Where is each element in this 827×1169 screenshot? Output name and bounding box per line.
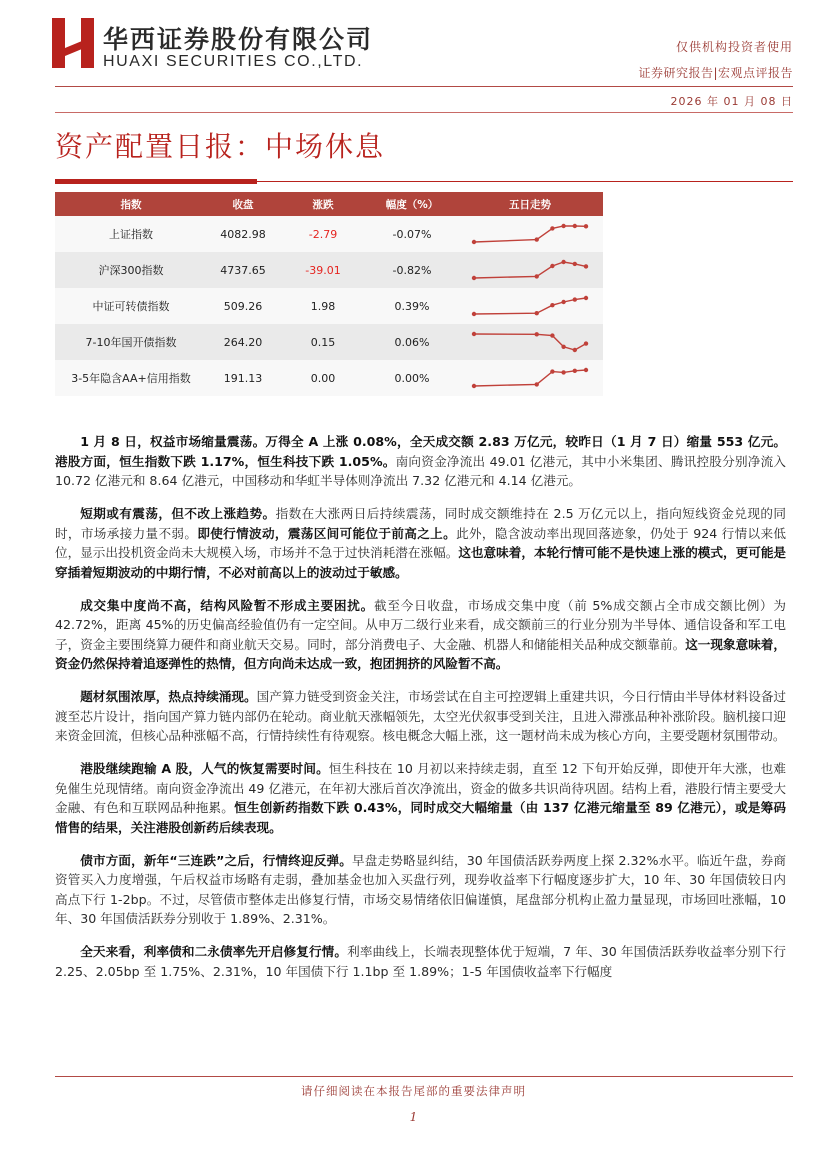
sparkline-point	[550, 333, 554, 337]
sparkline-point	[573, 297, 577, 301]
index-close: 191.13	[207, 360, 279, 396]
sparkline-line	[474, 370, 586, 386]
paragraph	[55, 687, 786, 746]
sparkline-chart	[470, 364, 590, 392]
index-close: 264.20	[207, 324, 279, 360]
company-name-en: HUAXI SECURITIES CO.,LTD.	[103, 53, 364, 70]
paragraph	[55, 596, 786, 674]
date-divider	[55, 112, 793, 113]
sparkline-line	[474, 226, 586, 242]
index-close: 4082.98	[207, 216, 279, 252]
sparkline-line	[474, 334, 586, 350]
sparkline-point	[535, 332, 539, 336]
bold-text: 成交集中度尚不高，结构风险暂不形成主要困扰。	[80, 597, 374, 613]
report-body	[55, 432, 786, 995]
index-change: 0.15	[279, 324, 367, 360]
sparkline-point	[535, 237, 539, 241]
paragraph	[55, 942, 786, 981]
paragraph	[55, 504, 786, 582]
bold-text: 恒生创新药指数下跌 0.43%，同时成交大幅缩量（由 137 亿港元缩量至 89 亿港元），或是筹码惜售的结果，关注港股创新药后续表现。	[55, 800, 786, 835]
index-change: 0.00	[279, 360, 367, 396]
sparkline-point	[550, 264, 554, 268]
footer-divider	[55, 1076, 793, 1077]
sparkline-line	[474, 262, 586, 278]
sparkline-point	[561, 370, 565, 374]
header-index: 指数	[55, 192, 207, 216]
sparkline-point	[472, 384, 476, 388]
table-row	[55, 252, 603, 288]
company-name-cn: 华西证券股份有限公司	[103, 25, 374, 54]
sparkline-point	[550, 226, 554, 230]
sparkline-point	[472, 312, 476, 316]
sparkline-point	[573, 224, 577, 228]
table-row	[55, 324, 603, 360]
paragraph	[55, 432, 786, 491]
index-name: 3-5年隐含AA+信用指数	[55, 360, 207, 396]
bold-text: 全天来看，利率债和二永债率先开启修复行情。	[80, 944, 348, 959]
sparkline-point	[561, 224, 565, 228]
investor-notice: 仅供机构投资者使用	[675, 40, 793, 54]
sparkline-point	[550, 369, 554, 373]
table-row	[55, 360, 603, 396]
sparkline-point	[584, 224, 588, 228]
bold-text: 短期或有震荡，但不改上涨趋势。	[80, 506, 276, 521]
sparkline-point	[472, 276, 476, 280]
index-percent: 0.00%	[367, 360, 457, 396]
index-percent: 0.39%	[367, 288, 457, 324]
sparkline-point	[561, 260, 565, 264]
paragraph	[55, 759, 786, 837]
text-run: 此外，隐含波动率出现回落迹象，仍处于 924 行情以来低位，显示出投机资金尚未大规模入场，市场并不急于过快消耗潜在涨幅。	[55, 525, 787, 560]
bold-text: 港股继续跑输 A 股，人气的恢复需要时间。	[80, 761, 329, 776]
index-percent: -0.82%	[367, 252, 457, 288]
text-run: 恒生科技在 10 月初以来持续走弱，直至 12 下旬开始反弹，即使开年大涨，也难免催生兑现情绪。南向资金净流出 49 亿港元，在年初大涨后首次净流出，资金的做多共识尚待巩固。结构上看，港股行情主要受大金融、有色和互联网品种拖累。	[55, 761, 786, 815]
text-run: 国产算力链受到资金关注，市场尝试在自主可控逻辑上重建共识，今日行情由半导体材料设备过渡至芯片设计，指向国产算力链内部仍在轮动。商业航天涨幅领先，太空光伏叙事受到关注，且进入滞涨品种补涨阶段。脑机接口迎来资金回流，但核心品种涨幅不高，行情持续性有待观察。核电概念大幅上涨，这一题材尚未成为核心方向，主要受题材氛围带动。	[55, 689, 787, 743]
sparkline-point	[584, 264, 588, 268]
text-run: 指数在大涨两日后持续震荡，同时成交额维持在 2.5 万亿元以上，指向短线资金兑现的同时，市场承接力量不弱。	[55, 506, 786, 541]
sparkline-point	[535, 274, 539, 278]
header-close: 收盘	[207, 192, 279, 216]
index-change: -39.01	[279, 252, 367, 288]
page-number: 1	[409, 1110, 418, 1124]
sparkline-point	[472, 240, 476, 244]
header-percent: 幅度（%）	[367, 192, 457, 216]
text-run: 早盘走势略显纠结，30 年国债活跃券两度上探 2.32%水平。临近午盘，券商资管买入力度增强，午后权益市场略有走弱，叠加基金也加入买盘行列，现券收益率下行幅度逐步扩大，10 年、30 年国债较日内高点下行 1-2bp。不过，尽管债市整体走出修复行情，市场交易情绪依旧偏谨慎，尾盘部分机构止盈力量显现，市场回吐涨幅，10 年、30 年国债活跃券分别收于 1.89%、2.31%。	[55, 852, 786, 926]
header-divider	[55, 86, 793, 87]
header-change: 涨跌	[279, 192, 367, 216]
bold-text: 1 月 8 日，权益市场缩量震荡。万得全 A 上涨 0.08%，全天成交额 2.83 万亿元，较昨日（1 月 7 日）缩量 553 亿元。港股方面，恒生指数下跌 1.17%，恒生科技下跌 1.05%。	[55, 434, 786, 469]
index-name: 上证指数	[55, 216, 207, 252]
index-name: 沪深300指数	[55, 252, 207, 288]
huaxi-logo	[52, 18, 94, 68]
text-run: 利率曲线上，长端表现整体优于短端，7 年、30 年国债活跃券收益率分别下行 2.25、2.05bp 至 1.75%、2.31%，10 年国债下行 1.1bp 至 1.89%；1-5 年国债收益率下行幅度	[55, 944, 787, 979]
sparkline-point	[573, 348, 577, 352]
sparkline-point	[472, 332, 476, 336]
index-percent: 0.06%	[367, 324, 457, 360]
bold-text: 这也意味着，本轮行情可能不是快速上涨的模式，更可能是穿插着短期波动的中期行情，不必对前高以上的波动过于敏感。	[55, 545, 787, 580]
bold-text: 题材氛围浓厚，热点持续涌现。	[80, 689, 257, 704]
text-run: 南向资金净流出 49.01 亿港元，其中小米集团、腾讯控股分别净流入 10.72 亿港元和 8.64 亿港元，中国移动和华虹半导体则净流出 7.32 亿港元和 4.14 亿港元。	[55, 453, 786, 488]
legal-disclaimer-note: 请仔细阅读在本报告尾部的重要法律声明	[301, 1084, 526, 1098]
sparkline-chart	[470, 292, 590, 320]
sparkline-chart	[470, 220, 590, 248]
index-percent: -0.07%	[367, 216, 457, 252]
bold-text: 这一现象意味着，资金仍然保持着追逐弹性的热情，但方向尚未达成一致，抱团拥挤的风险暂不高。	[55, 636, 787, 671]
sparkline-point	[561, 345, 565, 349]
bold-text: 即使行情波动，震荡区间可能位于前高之上。	[197, 525, 457, 541]
sparkline-chart	[470, 328, 590, 356]
sparkline-chart	[470, 256, 590, 284]
index-name: 中证可转债指数	[55, 288, 207, 324]
sparkline-point	[573, 262, 577, 266]
table-header-row	[55, 192, 603, 216]
sparkline-point	[561, 300, 565, 304]
index-close: 4737.65	[207, 252, 279, 288]
title-underline-accent	[55, 179, 257, 184]
table-row	[55, 216, 603, 252]
sparkline-point	[584, 296, 588, 300]
index-name: 7-10年国开债指数	[55, 324, 207, 360]
sparkline-point	[535, 382, 539, 386]
bold-text: 债市方面，新年“三连跌”之后，行情终迎反弹。	[80, 852, 352, 868]
index-close: 509.26	[207, 288, 279, 324]
sparkline-point	[584, 368, 588, 372]
sparkline-point	[584, 341, 588, 345]
sparkline-point	[550, 303, 554, 307]
index-change: 1.98	[279, 288, 367, 324]
index-change: -2.79	[279, 216, 367, 252]
sparkline-point	[573, 369, 577, 373]
report-title: 资产配置日报：中场休息	[55, 130, 386, 163]
report-type: 证券研究报告|宏观点评报告	[638, 66, 793, 80]
table-row	[55, 288, 603, 324]
paragraph	[55, 851, 786, 929]
report-date: 2026 年 01 月 08 日	[670, 95, 793, 108]
market-index-table	[55, 192, 603, 396]
text-run: 截至今日收盘，市场成交集中度（前 5%成交额占全市成交额比例）为 42.72%，距离 45%的历史偏高经验值仍有一定空间。从申万二级行业来看，成交额前三的行业分别为半导体、通信设备和军工电子，资金主要围绕算力硬件和商业航天交易。同时，部分消费电子、大金融、机器人和储能相关品种成交额靠前。	[55, 597, 787, 652]
header-five-day-trend: 五日走势	[457, 192, 603, 216]
sparkline-line	[474, 298, 586, 314]
sparkline-point	[535, 311, 539, 315]
